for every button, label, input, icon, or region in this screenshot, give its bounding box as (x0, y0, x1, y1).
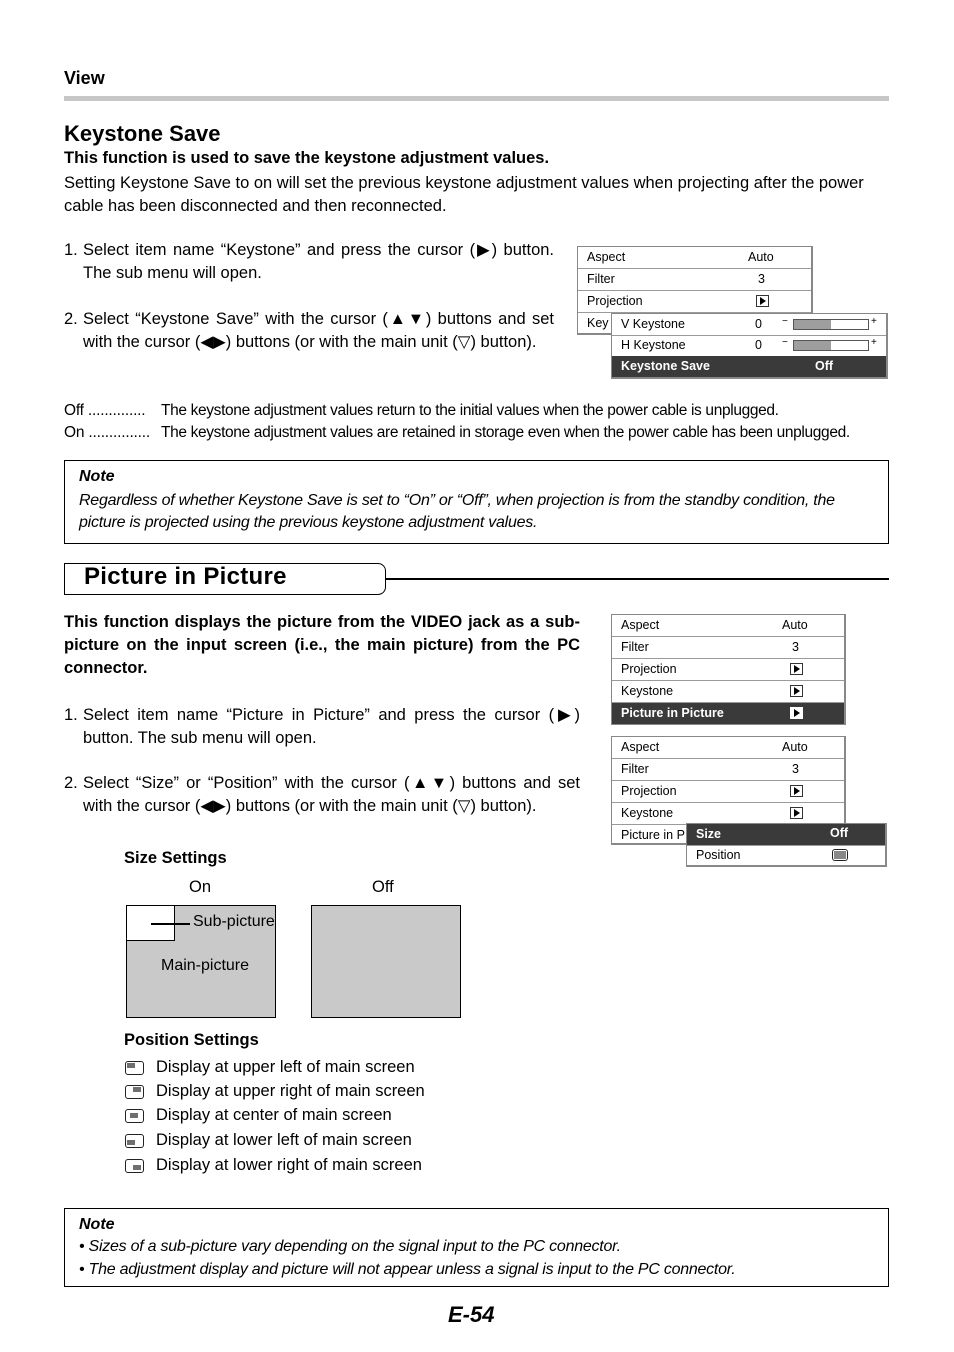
slider-fill (794, 320, 831, 329)
plus-icon: + (871, 316, 877, 327)
keystone-sub-menu (611, 313, 888, 379)
pip-main-menu (611, 614, 846, 725)
position-center-icon (125, 1109, 144, 1123)
minus-icon: − (782, 316, 788, 327)
keystone-save-intro-bold: This function is used to save the keystone adjustment values. (64, 149, 550, 167)
submenu-arrow-icon (756, 295, 769, 307)
option-desc: The keystone adjustment values are retained in storage even when the power cable has been unplugged. (161, 424, 850, 441)
menu-label: Key (587, 316, 609, 330)
v-keystone-slider[interactable] (793, 319, 869, 330)
note-line: • Sizes of a sub-picture vary depending on the signal input to the PC connector. (79, 1238, 621, 1255)
keystone-save-intro-body: Setting Keystone Save to on will set the previous keystone adjustment values when projecting after the power cable has been disconnected and then reconnected. (64, 174, 864, 215)
submenu-arrow-icon (790, 807, 803, 819)
minus-icon: − (782, 337, 788, 348)
header-rule (64, 96, 889, 101)
size-settings-title: Size Settings (124, 849, 227, 867)
menu-label: Picture in P (621, 828, 685, 842)
position-center-icon (832, 849, 848, 861)
note-line: picture is projected using the previous keystone adjustment values. (79, 514, 538, 531)
menu-label: Position (696, 848, 741, 862)
option-key: Off .............. (64, 402, 146, 419)
menu-row-h-keystone[interactable] (612, 335, 886, 357)
option-on (64, 424, 890, 446)
menu-row-filter[interactable] (578, 269, 811, 291)
step-text: Select item name “Keystone” and press the cursor (▶) button. The sub menu will open. (83, 241, 554, 282)
keystone-save-title: Keystone Save (64, 121, 221, 146)
menu-row-keystone[interactable] (612, 681, 844, 703)
icon-fill (130, 1113, 138, 1118)
note-line: Regardless of whether Keystone Save is set to “On” or “Off”, when projection is from the standby condition, the (79, 492, 835, 509)
menu-row-projection[interactable] (612, 781, 844, 803)
menu-label: Projection (621, 662, 677, 676)
note-title: Note (79, 1216, 115, 1233)
position-text: Display at lower right of main screen (156, 1156, 422, 1174)
main-picture-label: Main-picture (161, 957, 250, 974)
menu-label: H Keystone (621, 338, 686, 352)
section-label: View (64, 68, 105, 88)
step-number: 2. (64, 310, 78, 328)
h-keystone-slider[interactable] (793, 340, 869, 351)
option-off (64, 402, 890, 424)
menu-label: Projection (587, 294, 643, 308)
menu-row-filter[interactable] (612, 759, 844, 781)
icon-fill (127, 1140, 135, 1145)
position-lower-left-icon (125, 1134, 144, 1148)
note-line: • The adjustment display and picture will not appear unless a signal is input to the PC connector. (79, 1261, 736, 1278)
keystone-note-box (64, 460, 889, 544)
menu-row-filter[interactable] (612, 637, 844, 659)
pip-title: Picture in Picture (84, 563, 287, 590)
menu-row-aspect[interactable] (612, 615, 844, 637)
menu-row-size[interactable] (687, 824, 885, 846)
menu-row-picture-in-picture[interactable] (612, 703, 844, 724)
menu-label: V Keystone (621, 317, 685, 331)
position-text: Display at upper right of main screen (156, 1082, 425, 1100)
submenu-arrow-icon (790, 785, 803, 797)
icon-fill (133, 1165, 141, 1170)
menu-row-projection[interactable] (578, 291, 811, 313)
menu-value: Auto (748, 250, 774, 264)
main-screen-on (126, 905, 276, 1018)
position-settings-title: Position Settings (124, 1031, 259, 1049)
main-screen-off (311, 905, 461, 1018)
submenu-arrow-icon (790, 707, 803, 719)
menu-value: Auto (782, 740, 808, 754)
keystone-step-1 (64, 239, 554, 284)
menu-label: Filter (621, 640, 649, 654)
menu-row-v-keystone[interactable] (612, 314, 886, 336)
option-key: On ............... (64, 424, 150, 441)
menu-label: Aspect (587, 250, 626, 264)
menu-label: Keystone (621, 806, 674, 820)
menu-row-aspect[interactable] (578, 247, 811, 269)
menu-value: 0 (755, 338, 762, 352)
pip-step-1 (64, 704, 580, 749)
position-text: Display at center of main screen (156, 1106, 392, 1124)
menu-label: Size (696, 827, 722, 841)
menu-value: 3 (758, 272, 765, 286)
menu-row-aspect[interactable] (612, 737, 844, 759)
menu-value: Off (815, 359, 834, 373)
menu-value: 0 (755, 317, 762, 331)
pip-step-2 (64, 772, 580, 817)
pip-note-box (64, 1208, 889, 1287)
menu-row-position[interactable] (687, 845, 885, 866)
menu-row-projection[interactable] (612, 659, 844, 681)
menu-row-keystone-save[interactable] (612, 356, 886, 377)
menu-label: Aspect (621, 618, 660, 632)
step-text: Select “Keystone Save” with the cursor (▲▼) buttons and set with the cursor (◀▶) buttons (or with the main unit (▽) button). (83, 310, 554, 351)
position-text: Display at upper left of main screen (156, 1058, 415, 1076)
position-text: Display at lower left of main screen (156, 1131, 412, 1149)
icon-fill (127, 1063, 135, 1068)
sub-picture-label: Sub-picture (193, 913, 275, 930)
page-number: E-54 (448, 1302, 495, 1327)
position-upper-right-icon (125, 1085, 144, 1099)
step-text: Select item name “Picture in Picture” and press the cursor (▶) button. The sub menu will open. (83, 706, 580, 747)
step-text: Select “Size” or “Position” with the cursor (▲▼) buttons and set with the cursor (◀▶) buttons (or with the main unit (▽) button). (83, 774, 580, 815)
menu-value: 3 (792, 640, 799, 654)
plus-icon: + (871, 337, 877, 348)
menu-value: Off (830, 826, 849, 840)
menu-label: Aspect (621, 740, 660, 754)
menu-label: Keystone (621, 684, 674, 698)
menu-value: 3 (792, 762, 799, 776)
note-title: Note (79, 468, 115, 485)
menu-label: Picture in Picture (621, 706, 724, 720)
pip-sub-menu (686, 823, 887, 867)
sub-picture-leader-line (151, 923, 190, 925)
step-number: 1. (64, 706, 78, 724)
submenu-arrow-icon (790, 663, 803, 675)
size-off-label: Off (372, 878, 394, 896)
menu-label: Filter (621, 762, 649, 776)
position-upper-left-icon (125, 1061, 144, 1075)
menu-label: Filter (587, 272, 615, 286)
slider-fill (794, 341, 831, 350)
menu-value: Auto (782, 618, 808, 632)
step-number: 1. (64, 241, 78, 259)
menu-label: Projection (621, 784, 677, 798)
pip-title-rule (385, 578, 889, 580)
pip-lead: This function displays the picture from the VIDEO jack as a sub-picture on the input screen (i.e., the main picture) from the PC connector. (64, 613, 580, 677)
step-number: 2. (64, 774, 78, 792)
keystone-step-2 (64, 308, 554, 353)
icon-fill (834, 851, 846, 859)
icon-fill (133, 1087, 141, 1092)
position-lower-right-icon (125, 1159, 144, 1173)
submenu-arrow-icon (790, 685, 803, 697)
menu-label: Keystone Save (621, 359, 710, 373)
option-desc: The keystone adjustment values return to the initial values when the power cable is unplugged. (161, 402, 779, 419)
menu-row-keystone[interactable] (612, 803, 844, 825)
size-on-label: On (189, 878, 212, 896)
